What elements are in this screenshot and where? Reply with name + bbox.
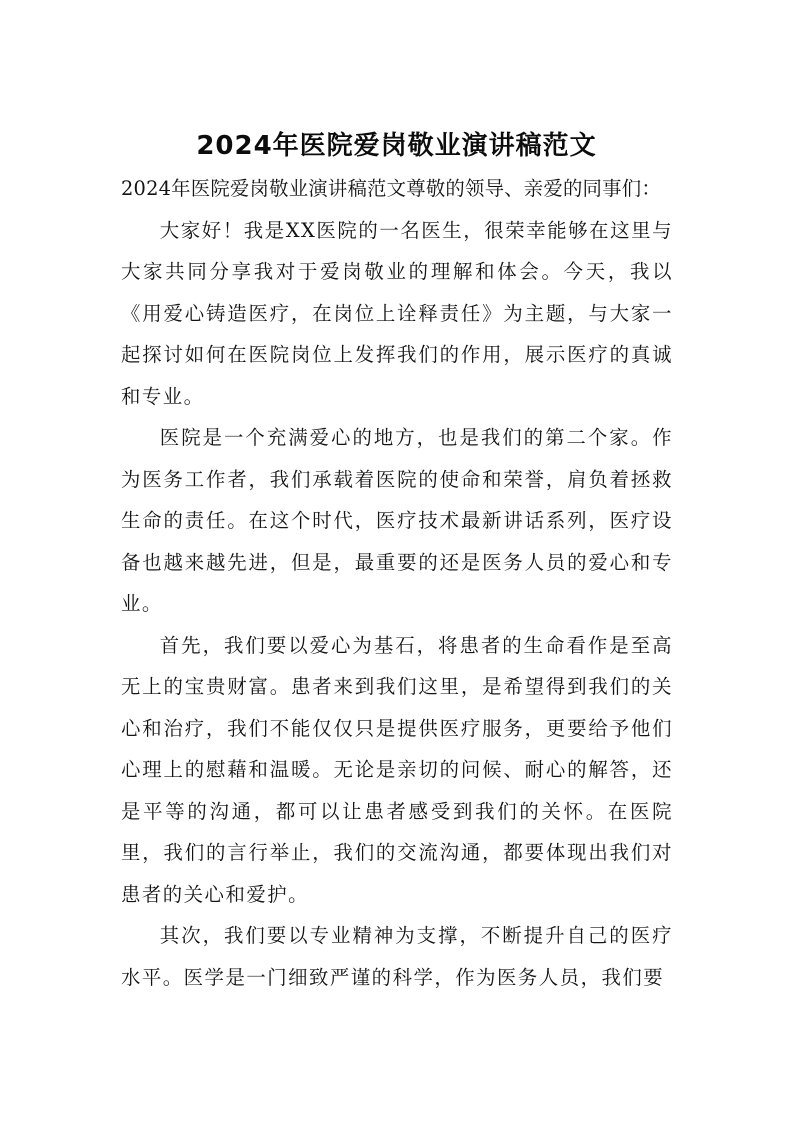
paragraph-greeting: 大家好！我是XX医院的一名医生，很荣幸能够在这里与大家共同分享我对于爱岗敬业的理解和体会。今天，我以《用爱心铸造医疗，在岗位上诠释责任》为主题，与大家一起探讨如何在医院岗位上发挥我们的作用，展示医疗的真诚和专业。	[121, 218, 673, 408]
document-title: 2024年医院爱岗敬业演讲稿范文	[196, 131, 597, 161]
paragraph-second-point: 其次，我们要以专业精神为支撑，不断提升自己的医疗水平。医学是一门细致严谨的科学，作为医务人员，我们要	[121, 924, 673, 989]
paragraph-salutation: 2024年医院爱岗敬业演讲稿范文尊敬的领导、亲爱的同事们：	[121, 177, 661, 200]
document-body	[121, 168, 673, 998]
paragraph-hospital-home: 医院是一个充满爱心的地方，也是我们的第二个家。作为医务工作者，我们承载着医院的使命和荣誉，肩负着拯救生命的责任。在这个时代，医疗技术最新讲话系列，医疗设备也越来越先进，但是，最重要的还是医务人员的爱心和专业。	[121, 426, 673, 615]
paragraph-first-point: 首先，我们要以爱心为基石，将患者的生命看作是至高无上的宝贵财富。患者来到我们这里，是希望得到我们的关心和治疗，我们不能仅仅只是提供医疗服务，更要给予他们心理上的慰藉和温暖。无论是亲切的问候、耐心的解答，还是平等的沟通，都可以让患者感受到我们的关怀。在医院里，我们的言行举止，我们的交流沟通，都要体现出我们对患者的关心和爱护。	[121, 633, 673, 906]
